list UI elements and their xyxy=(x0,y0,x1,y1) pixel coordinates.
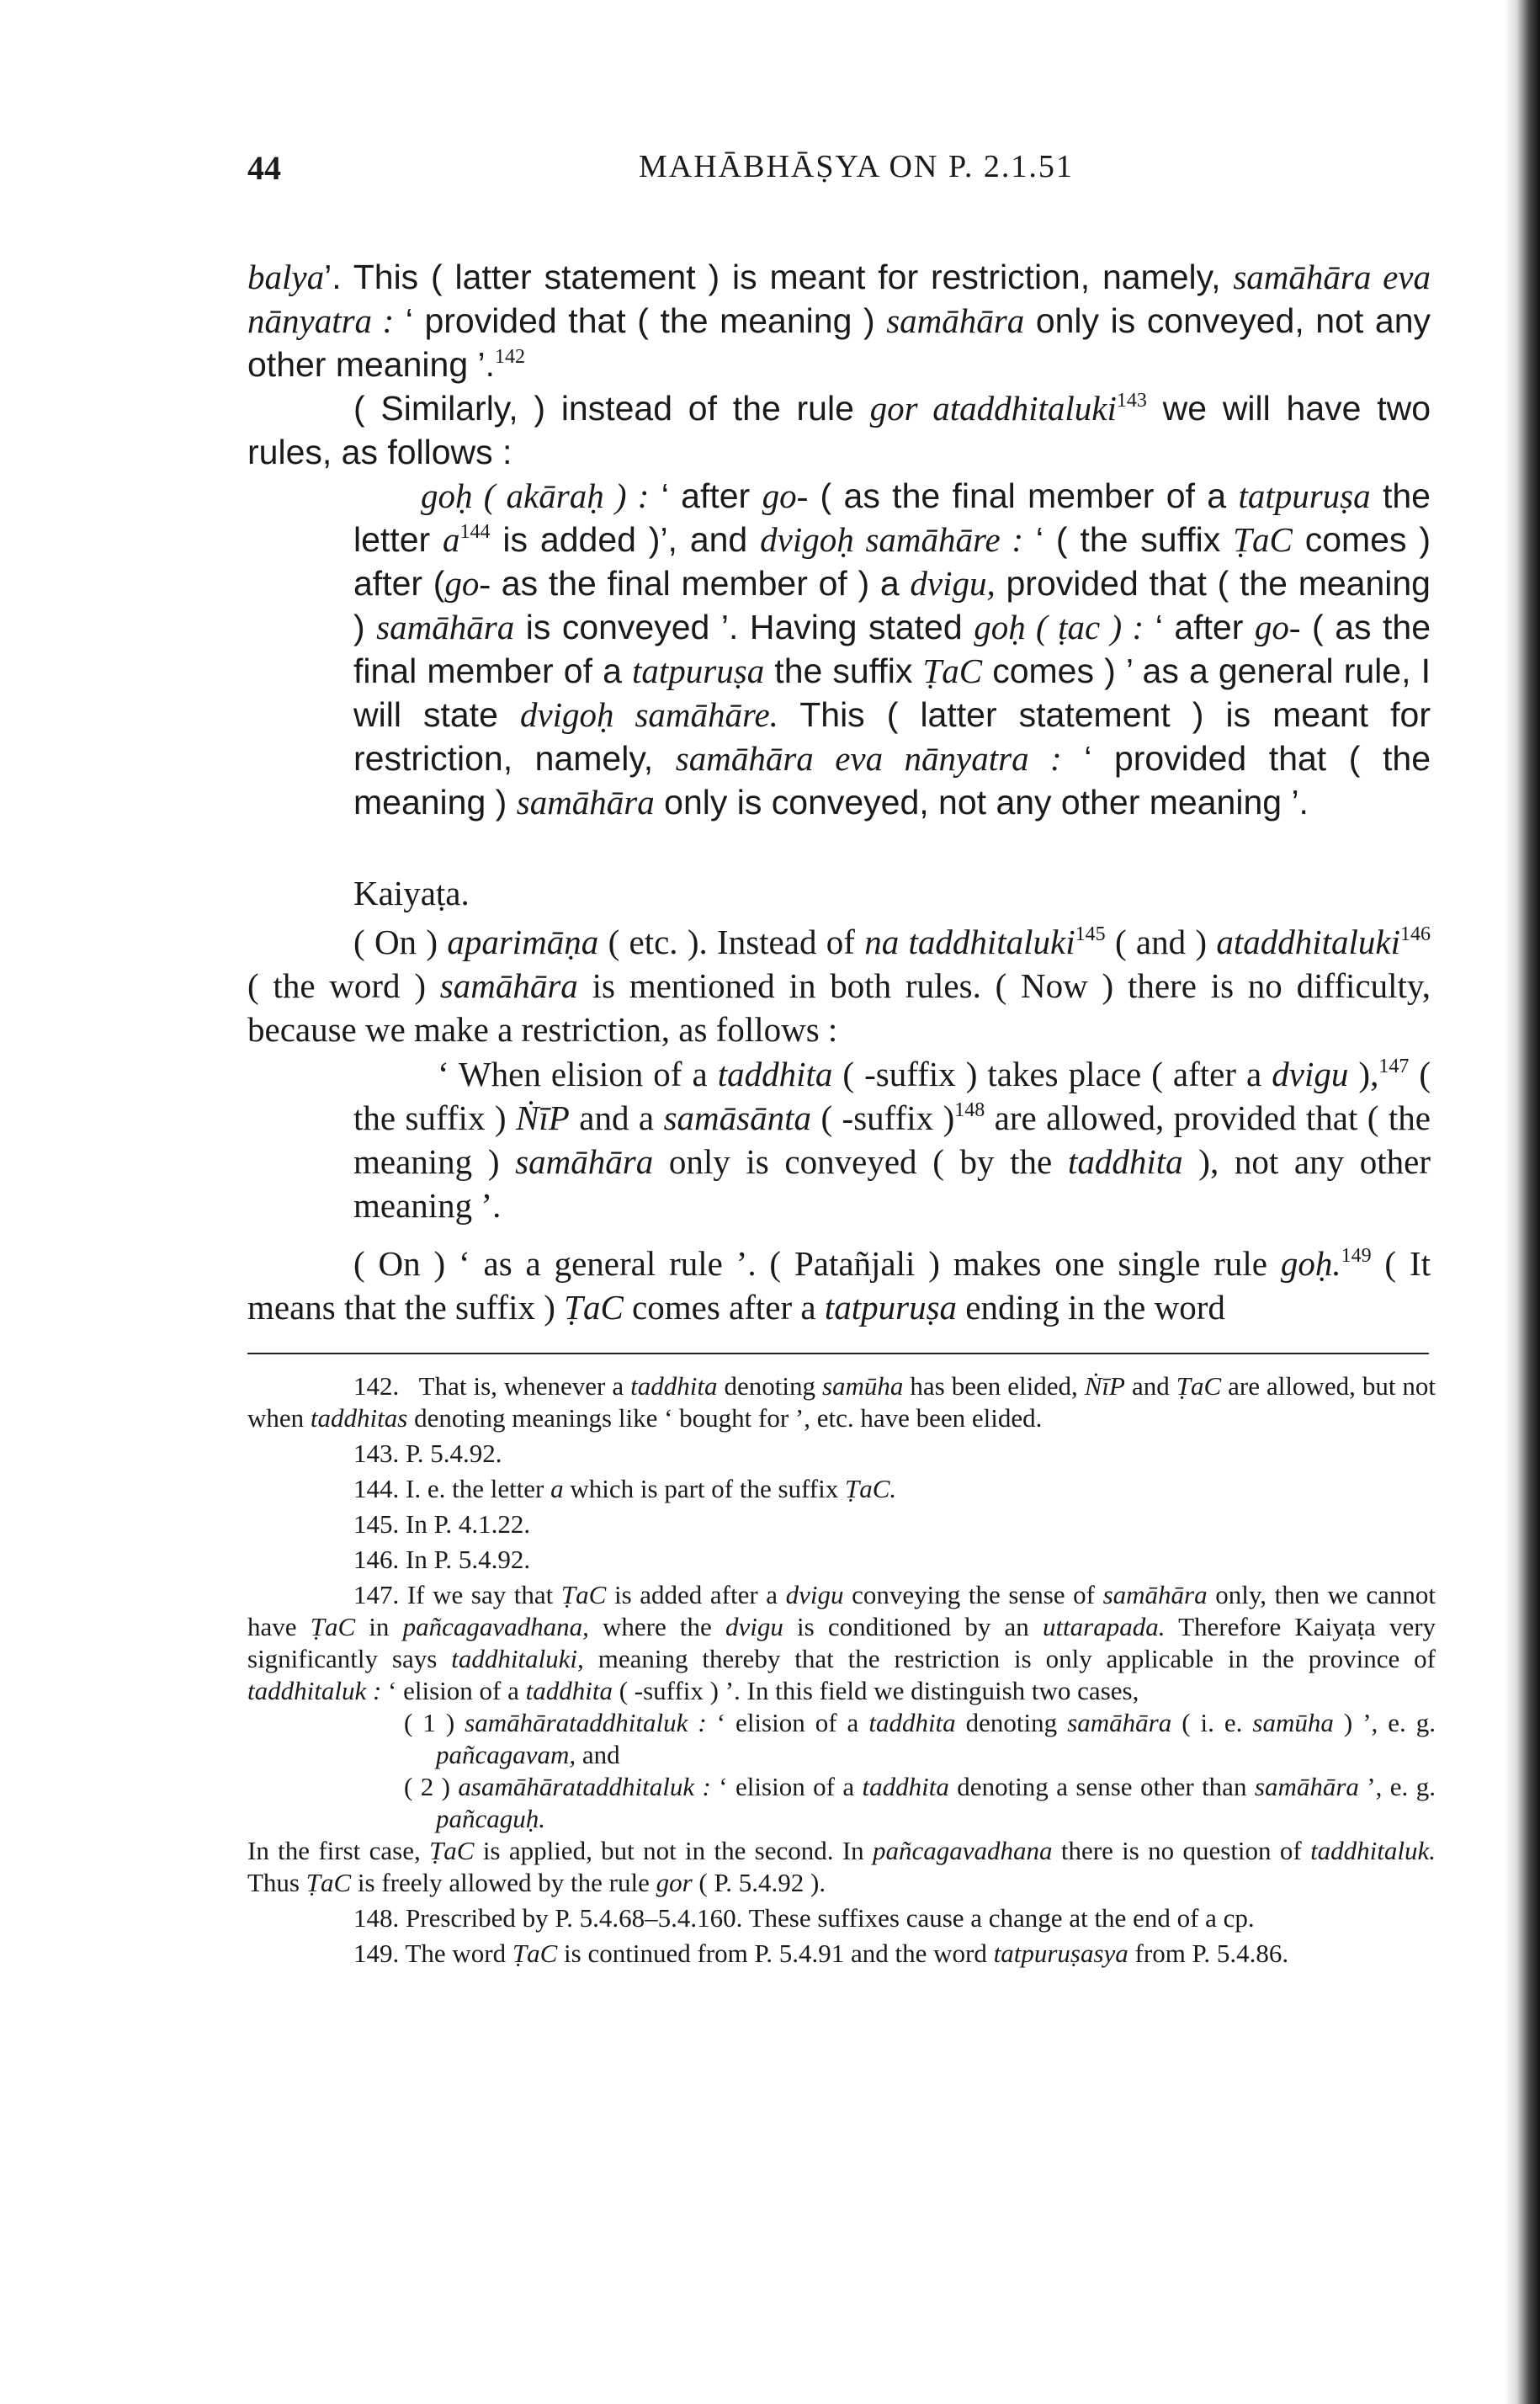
term: gor xyxy=(656,1868,693,1897)
footnote-148: 148. Prescribed by P. 5.4.68–5.4.160. These suffixes cause a change at the end of a cp. xyxy=(353,1903,1255,1933)
text: as the final member of ) a xyxy=(491,564,900,603)
term: ṬaC xyxy=(1176,1371,1222,1401)
footnote-142 xyxy=(247,1370,1436,1434)
text: only, then we cannot have xyxy=(247,1580,1436,1641)
term: ṬaC xyxy=(310,1612,356,1641)
text: comes ) ’ as a general rule, I will state xyxy=(353,652,1431,734)
footnote-147-case-1 xyxy=(247,1707,1436,1771)
text: ‘ elision of a xyxy=(706,1708,859,1737)
footnote-147 xyxy=(247,1579,1436,1707)
term: samāhāra xyxy=(439,966,578,1005)
case-number: ( 1 ) xyxy=(404,1708,455,1737)
term: go- xyxy=(762,476,809,515)
text: ( i. e. xyxy=(1171,1708,1243,1737)
text: ( the word ) xyxy=(247,966,426,1005)
text: from P. 5.4.86. xyxy=(1128,1939,1289,1968)
section-heading-kaiyata: Kaiyaṭa. xyxy=(353,874,470,912)
text: the suffix xyxy=(764,652,913,690)
text: are allowed, but not when xyxy=(247,1371,1436,1433)
case-number: ( 2 ) xyxy=(404,1772,450,1801)
text: ( as the final member of a xyxy=(808,476,1227,515)
paragraph-similarly xyxy=(247,386,1431,474)
term: goḥ ( akāraḥ ) : xyxy=(421,476,650,515)
term: samāhāra xyxy=(516,783,655,822)
term: tatpuruṣa xyxy=(1238,476,1371,515)
text: That is, whenever a xyxy=(418,1371,624,1401)
text: is freely allowed by the rule xyxy=(351,1868,650,1897)
term: ataddhitaluki xyxy=(1216,923,1400,961)
text: ( -suffix ) ’. In this field we distinguish two cases, xyxy=(612,1676,1139,1705)
term: ṄīP xyxy=(516,1098,570,1137)
text: has been elided, xyxy=(903,1371,1078,1401)
text: 144. I. e. the letter xyxy=(353,1474,544,1503)
term: goḥ. xyxy=(1280,1244,1341,1283)
text: only is conveyed, not any other meaning ’. xyxy=(654,783,1309,822)
term: aparimāṇa xyxy=(447,923,599,961)
text: ( It means that the suffix ) xyxy=(247,1244,1431,1327)
footnote-147-conclusion xyxy=(247,1835,1436,1899)
footnote-ref: 146 xyxy=(1400,923,1431,945)
text: Therefore Kaiyaṭa very significantly says xyxy=(247,1612,1436,1673)
text: ‘ provided that ( the meaning ) xyxy=(394,301,875,340)
term: gor ataddhitaluki xyxy=(869,389,1117,428)
term: samāhārataddhitaluk : xyxy=(465,1708,707,1737)
term: samāhāra xyxy=(1067,1708,1172,1737)
term: taddhita xyxy=(717,1055,833,1093)
text: is added after a xyxy=(606,1580,778,1609)
text: is added )’, and xyxy=(490,520,748,559)
term: taddhitaluk : xyxy=(247,1676,382,1705)
term: tatpuruṣa xyxy=(632,652,765,690)
term: tatpuruṣa xyxy=(824,1288,958,1327)
term: goḥ ( ṭac ) : xyxy=(974,608,1144,646)
text: ‘ elision of a xyxy=(381,1676,519,1705)
text: ) ’, e. g. xyxy=(1333,1708,1436,1737)
term: dvigu, xyxy=(910,564,996,603)
text: ’, e. g. xyxy=(1358,1772,1436,1801)
term: ṬaC xyxy=(512,1939,558,1968)
term: a xyxy=(550,1474,564,1503)
footnote-ref: 143 xyxy=(1116,390,1147,412)
term: taddhitaluki, xyxy=(451,1644,584,1673)
text: ‘ ( the suffix xyxy=(1023,520,1221,559)
text: is continued from P. 5.4.91 and the word xyxy=(557,1939,987,1968)
text: provided that ( the meaning ) xyxy=(353,564,1431,646)
running-head xyxy=(247,148,1442,199)
text: the letter xyxy=(353,476,1431,559)
term: taddhita xyxy=(868,1708,956,1737)
text: is applied, but not in the second. In xyxy=(474,1836,864,1865)
text: comes after a xyxy=(623,1288,816,1327)
term: taddhita xyxy=(1067,1142,1183,1181)
text: Thus xyxy=(247,1868,300,1897)
footnote-ref: 142 xyxy=(495,346,526,368)
text: and a xyxy=(569,1098,655,1137)
paragraph-aparimana xyxy=(247,920,1431,1051)
footnote-number: 142. xyxy=(353,1371,400,1401)
paragraph-balya xyxy=(247,255,1431,386)
term: taddhita xyxy=(862,1772,949,1801)
term: na taddhitaluki xyxy=(864,923,1075,961)
text: are allowed, provided that ( the meaning ) xyxy=(353,1098,1431,1181)
term: samāhāra eva nānyatra : xyxy=(675,739,1062,778)
text: in xyxy=(355,1612,390,1641)
text: This ( latter statement ) is meant for restriction, namely, xyxy=(353,695,1431,778)
text: only is conveyed, not any other meaning ’. xyxy=(247,301,1431,384)
term: go- xyxy=(1254,608,1301,646)
term: dvigoḥ samāhāre. xyxy=(519,695,778,734)
term: ṬaC xyxy=(922,652,983,690)
text: meaning thereby that the restriction is only applicable in the province of xyxy=(583,1644,1436,1673)
term: ṬaC xyxy=(305,1868,352,1897)
text: ’. This ( latter statement ) is meant for restriction, namely, xyxy=(324,258,1221,296)
text: denoting a sense other than xyxy=(948,1772,1247,1801)
footnote-divider xyxy=(247,1353,1429,1354)
text: ( -suffix ) takes place ( after a xyxy=(832,1055,1262,1093)
text: ( and ) xyxy=(1105,923,1208,961)
term: asamāhārataddhitaluk : xyxy=(458,1772,711,1801)
paragraph-goh-akarah xyxy=(353,474,1431,824)
text: 147. If we say that xyxy=(353,1580,554,1609)
text: ( P. 5.4.92 ). xyxy=(692,1868,826,1897)
text: 149. The word xyxy=(353,1939,507,1968)
footnote-ref: 144 xyxy=(459,521,491,543)
page-number: 44 xyxy=(247,149,281,187)
term: samāhāra xyxy=(376,608,515,646)
term: samāhāra xyxy=(515,1142,654,1181)
text: is mentioned in both rules. ( Now ) there is no difficulty, because we make a restriction, as follows : xyxy=(247,966,1431,1049)
text: ending in the word xyxy=(957,1288,1225,1327)
term: dvigu xyxy=(1272,1055,1349,1093)
text: ( -suffix ) xyxy=(811,1098,955,1137)
term: samūha xyxy=(821,1371,904,1401)
footnote-ref: 147 xyxy=(1378,1056,1410,1077)
text: is conditioned by an xyxy=(783,1612,1029,1641)
text: which is part of the suffix xyxy=(563,1474,839,1503)
term: pañcagavadhana xyxy=(873,1836,1053,1865)
term: samāhāra xyxy=(886,301,1025,340)
term: ṬaC xyxy=(429,1836,475,1865)
term: dvigu xyxy=(725,1612,783,1641)
text: is conveyed ’. Having stated xyxy=(514,608,963,646)
text: conveying the sense of xyxy=(843,1580,1095,1609)
footnote-ref: 148 xyxy=(954,1099,985,1121)
header-title-ref: P. 2.1.51 xyxy=(948,149,1074,184)
footnote-145: 145. In P. 4.1.22. xyxy=(353,1509,531,1539)
text: we will have two rules, as follows : xyxy=(247,389,1431,471)
text: and xyxy=(576,1740,620,1769)
term: taddhitas xyxy=(310,1403,408,1433)
footnote-ref: 145 xyxy=(1075,923,1106,945)
text: ‘ after xyxy=(1144,608,1244,646)
paragraph-when-elision xyxy=(353,1052,1431,1227)
text: ‘ When elision of a xyxy=(438,1055,708,1093)
footnote-149 xyxy=(247,1938,1436,1970)
term: dvigoḥ samāhāre : xyxy=(760,520,1024,559)
term: balya xyxy=(247,258,325,296)
term: ṄīP xyxy=(1084,1371,1125,1401)
text: ( Similarly, ) instead of the rule xyxy=(353,389,854,428)
term: uttarapada. xyxy=(1042,1612,1166,1641)
term: dvigu xyxy=(785,1580,844,1609)
text: ‘ elision of a xyxy=(710,1772,855,1801)
text: ‘ provided that ( the meaning ) xyxy=(353,739,1431,822)
term: samūha xyxy=(1252,1708,1334,1737)
term: ṬaC xyxy=(560,1580,607,1609)
header-title xyxy=(639,148,1074,185)
term: samāhāra eva nānyatra : xyxy=(247,258,1431,340)
term: samāhāra xyxy=(1254,1772,1359,1801)
term: ṬaC xyxy=(564,1288,624,1327)
text: ‘ after xyxy=(649,476,751,515)
term: ṬaC xyxy=(1233,520,1293,559)
term: ṬaC. xyxy=(844,1474,897,1503)
text: there is no question of xyxy=(1052,1836,1302,1865)
footnote-146: 146. In P. 5.4.92. xyxy=(353,1545,531,1574)
term: tatpuruṣasya xyxy=(993,1939,1128,1968)
text: ( etc. ). Instead of xyxy=(598,923,855,961)
term: a xyxy=(443,520,460,559)
text: comes ) after ( xyxy=(353,520,1431,603)
term: pañcagavadhana, xyxy=(402,1612,589,1641)
text: ( the suffix ) xyxy=(353,1055,1431,1137)
text: ( On ) xyxy=(353,923,438,961)
text: In the first case, xyxy=(247,1836,421,1865)
text: ( as the final member of a xyxy=(353,608,1431,690)
term: samāsānta xyxy=(663,1098,811,1137)
term: taddhita xyxy=(630,1371,718,1401)
term: pañcagavam, xyxy=(436,1740,576,1769)
text: ( On ) ‘ as a general rule ’. ( Patañjali ) makes one single rule xyxy=(353,1244,1267,1283)
term: samāhāra xyxy=(1102,1580,1208,1609)
text: only is conveyed ( by the xyxy=(653,1142,1053,1181)
text: where the xyxy=(588,1612,712,1641)
text: denoting xyxy=(955,1708,1058,1737)
text: denoting meanings like ‘ bought for ’, etc. have been elided. xyxy=(407,1403,1043,1433)
footnote-ref: 149 xyxy=(1341,1245,1372,1267)
footnote-144 xyxy=(247,1473,1436,1505)
text: ), xyxy=(1348,1055,1379,1093)
text: denoting xyxy=(717,1371,815,1401)
footnote-143: 143. P. 5.4.92. xyxy=(353,1439,502,1468)
footnote-147-case-2 xyxy=(247,1771,1436,1835)
term: go- xyxy=(444,564,491,603)
footnotes xyxy=(247,1370,1436,1973)
term: pañcaguḥ. xyxy=(436,1804,546,1833)
text: and xyxy=(1124,1371,1170,1401)
term: taddhita xyxy=(525,1676,613,1705)
header-title-prefix: MAHĀBHĀṢYA ON xyxy=(639,149,939,184)
paragraph-general-rule xyxy=(247,1242,1431,1329)
text: ), not any other meaning ’. xyxy=(353,1142,1431,1225)
scan-page-edge xyxy=(1505,0,1540,2404)
term: taddhitaluk. xyxy=(1310,1836,1436,1865)
